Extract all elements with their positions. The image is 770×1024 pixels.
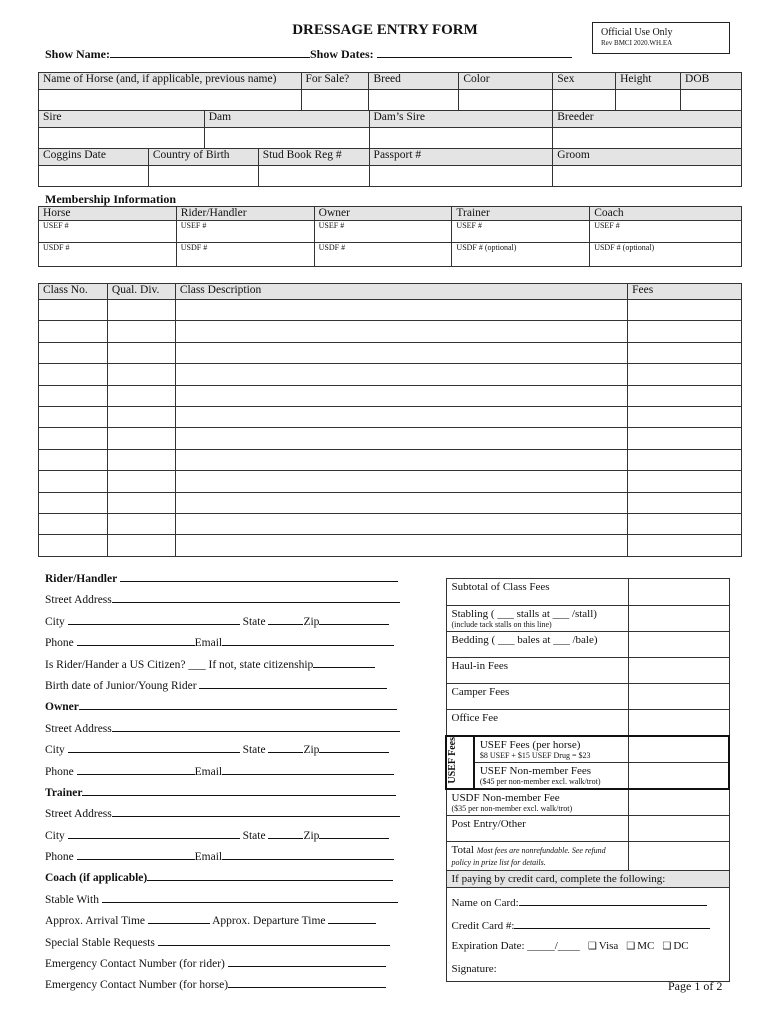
height-header: Height xyxy=(616,73,681,90)
coach-label: Coach (if applicable) xyxy=(45,872,148,885)
class-no-field[interactable] xyxy=(39,321,108,342)
usdf-rider-field[interactable]: USDF # xyxy=(176,243,314,267)
visa-checkbox[interactable]: ❑ xyxy=(587,940,597,952)
email-label: Email xyxy=(194,637,223,650)
qual-div-field[interactable] xyxy=(107,342,175,363)
sex-field[interactable] xyxy=(553,90,616,111)
class-description-field[interactable] xyxy=(175,342,627,363)
class-description-field[interactable] xyxy=(175,321,627,342)
form-title: DRESSAGE ENTRY FORM xyxy=(292,22,478,38)
total-note: Most fees are nonrefundable. See refund policy in prize list for details. xyxy=(451,845,606,867)
dc-checkbox[interactable]: ❑ xyxy=(662,940,672,952)
trainer-label: Trainer xyxy=(45,786,83,799)
bedding-field[interactable] xyxy=(629,632,729,658)
stabling-field[interactable] xyxy=(629,606,729,632)
membership-title: Membership Information xyxy=(45,192,176,206)
coach-row[interactable] xyxy=(45,869,407,890)
horse-name-header: Name of Horse (and, if applicable, previous name) xyxy=(39,73,302,90)
class-no-field[interactable] xyxy=(39,471,108,492)
street-address-label: Street Address xyxy=(45,808,112,821)
table-row xyxy=(39,342,742,363)
stable-with-row[interactable] xyxy=(45,891,407,912)
show-dates-field[interactable] xyxy=(377,46,572,58)
qual-div-field[interactable] xyxy=(107,364,175,385)
table-row xyxy=(39,321,742,342)
class-description-field[interactable] xyxy=(175,471,627,492)
usef-per-horse-note: $8 USEF + $15 USEF Drug = $23 xyxy=(479,750,591,760)
studbook-field[interactable] xyxy=(258,166,369,187)
class-table xyxy=(38,283,742,557)
birthdate-row[interactable] xyxy=(45,677,407,698)
horse-name-field[interactable] xyxy=(39,90,302,111)
emergency-rider-row[interactable] xyxy=(45,955,407,976)
class-description-field[interactable] xyxy=(175,406,627,427)
class-no-field[interactable] xyxy=(39,300,108,321)
breeder-header: Breeder xyxy=(553,111,742,128)
phone-label: Phone xyxy=(45,637,74,650)
for-sale-field[interactable] xyxy=(301,90,369,111)
qual-div-field[interactable] xyxy=(107,449,175,470)
coggins-field[interactable] xyxy=(39,166,149,187)
usef-per-horse-cell xyxy=(474,736,629,763)
usef-fees-vertical-label: USEF Fees xyxy=(447,736,458,784)
horse-info-table xyxy=(38,72,742,111)
class-description-field[interactable] xyxy=(175,364,627,385)
sire-header: Sire xyxy=(39,111,205,128)
citizen-row[interactable] xyxy=(45,656,407,677)
departure-label: Approx. Departure Time xyxy=(212,915,326,928)
class-fee-field[interactable] xyxy=(628,449,742,470)
total-field[interactable] xyxy=(629,841,729,870)
qual-div-field[interactable] xyxy=(107,428,175,449)
membership-trainer-header: Trainer xyxy=(452,207,590,221)
emergency-horse-row[interactable] xyxy=(45,976,407,997)
usef-per-horse-field[interactable] xyxy=(629,736,729,763)
total-cell xyxy=(446,841,629,870)
membership-table xyxy=(38,206,742,267)
show-name-row xyxy=(45,46,572,62)
class-description-header: Class Description xyxy=(175,284,627,300)
height-field[interactable] xyxy=(616,90,681,111)
class-fee-field[interactable] xyxy=(628,364,742,385)
usdf-trainer-field[interactable]: USDF # (optional) xyxy=(452,243,590,267)
breeder-field[interactable] xyxy=(553,128,742,149)
subtotal-label: Subtotal of Class Fees xyxy=(446,579,629,606)
usdf-nonmember-cell xyxy=(446,789,629,816)
show-name-field[interactable] xyxy=(110,46,310,58)
arrival-label: Approx. Arrival Time xyxy=(45,915,145,928)
subtotal-field[interactable] xyxy=(629,579,729,606)
official-use-box xyxy=(592,22,730,54)
usef-nonmember-label: USEF Non-member Fees xyxy=(479,764,592,777)
table-row xyxy=(39,406,742,427)
expiration-row xyxy=(452,940,724,963)
membership-owner-header: Owner xyxy=(314,207,452,221)
phone-label: Phone xyxy=(45,851,74,864)
usdf-nonmember-field[interactable] xyxy=(629,789,729,816)
usef-owner-field[interactable]: USEF # xyxy=(314,221,452,243)
stabling-cell xyxy=(446,606,629,632)
usef-nonmember-note: ($45 per non-member excl. walk/trot) xyxy=(479,776,601,786)
for-sale-header: For Sale? xyxy=(301,73,369,90)
class-description-field[interactable] xyxy=(175,513,627,534)
stabling-note: (include tack stalls on this line) xyxy=(451,620,552,629)
mc-checkbox[interactable]: ❑ xyxy=(626,940,636,952)
class-fee-field[interactable] xyxy=(628,385,742,406)
trainer-row[interactable] xyxy=(45,784,407,805)
usef-fees-vertical-cell xyxy=(446,736,474,789)
class-fee-field[interactable] xyxy=(628,492,742,513)
show-dates-label: Show Dates: xyxy=(310,47,374,61)
groom-header: Groom xyxy=(553,149,742,166)
haul-in-field[interactable] xyxy=(629,658,729,684)
breed-field[interactable] xyxy=(369,90,459,111)
owner-city-row[interactable] xyxy=(45,741,407,762)
card-number-row[interactable] xyxy=(452,917,724,940)
zip-label: Zip xyxy=(303,615,320,628)
contact-section xyxy=(45,570,407,998)
usdf-coach-field[interactable]: USDF # (optional) xyxy=(590,243,742,267)
owner-row[interactable] xyxy=(45,698,407,719)
state-label: State xyxy=(242,744,266,757)
qual-div-field[interactable] xyxy=(107,535,175,556)
email-label: Email xyxy=(194,851,223,864)
visa-label: Visa xyxy=(598,939,619,952)
card-name-label: Name on Card: xyxy=(451,896,519,909)
class-no-field[interactable] xyxy=(39,513,108,534)
membership-coach-header: Coach xyxy=(590,207,742,221)
passport-field[interactable] xyxy=(369,166,553,187)
dam-header: Dam xyxy=(204,111,369,128)
qual-div-header: Qual. Div. xyxy=(107,284,175,300)
email-label: Email xyxy=(194,765,223,778)
fees-header: Fees xyxy=(628,284,742,300)
bedding-label: Bedding ( ___ bales at ___ /bale) xyxy=(446,632,629,658)
expiration-label[interactable]: Expiration Date: _____/____ xyxy=(451,939,580,952)
class-no-field[interactable] xyxy=(39,449,108,470)
table-row xyxy=(39,428,742,449)
country-field[interactable] xyxy=(148,166,258,187)
show-name-label: Show Name: xyxy=(45,47,110,61)
class-no-field[interactable] xyxy=(39,492,108,513)
phone-label: Phone xyxy=(45,765,74,778)
dams-sire-field[interactable] xyxy=(369,128,553,149)
class-description-field[interactable] xyxy=(175,449,627,470)
street-address-label: Street Address xyxy=(45,722,112,735)
rider-handler-label: Rider/Handler xyxy=(45,573,118,585)
class-no-field[interactable] xyxy=(39,406,108,427)
dam-field[interactable] xyxy=(204,128,369,149)
owner-street-row[interactable] xyxy=(45,720,407,741)
usef-rider-field[interactable]: USEF # xyxy=(176,221,314,243)
camper-field[interactable] xyxy=(629,684,729,710)
city-label: City xyxy=(45,615,65,628)
state-label: State xyxy=(242,615,266,628)
dob-field[interactable] xyxy=(681,90,742,111)
class-fee-field[interactable] xyxy=(628,300,742,321)
zip-label: Zip xyxy=(303,744,320,757)
emergency-rider-label: Emergency Contact Number (for rider) xyxy=(45,958,225,971)
stable-with-label: Stable With xyxy=(45,893,99,906)
studbook-header: Stud Book Reg # xyxy=(258,149,369,166)
qual-div-field[interactable] xyxy=(107,300,175,321)
class-fee-field[interactable] xyxy=(628,471,742,492)
qual-div-field[interactable] xyxy=(107,385,175,406)
sire-field[interactable] xyxy=(39,128,205,149)
owner-phone-row[interactable] xyxy=(45,763,407,784)
usef-nonmember-field[interactable] xyxy=(629,762,729,789)
usef-nonmember-cell xyxy=(474,762,629,789)
membership-rider-header: Rider/Handler xyxy=(176,207,314,221)
special-requests-label: Special Stable Requests xyxy=(45,936,155,949)
sex-header: Sex xyxy=(553,73,616,90)
class-no-field[interactable] xyxy=(39,535,108,556)
office-label: Office Fee xyxy=(446,710,629,736)
class-fee-field[interactable] xyxy=(628,406,742,427)
table-row xyxy=(39,385,742,406)
usef-per-horse-label: USEF Fees (per horse) xyxy=(479,738,581,751)
class-description-field[interactable] xyxy=(175,428,627,449)
card-name-row[interactable] xyxy=(452,894,724,917)
trainer-city-row[interactable] xyxy=(45,827,407,848)
official-use-label: Official Use Only xyxy=(601,27,673,38)
post-entry-label: Post Entry/Other xyxy=(446,815,629,841)
signature-row[interactable] xyxy=(452,963,724,975)
table-row xyxy=(39,513,742,534)
signature-label: Signature: xyxy=(451,962,497,975)
qual-div-field[interactable] xyxy=(107,492,175,513)
registration-table xyxy=(38,148,742,187)
country-header: Country of Birth xyxy=(148,149,258,166)
zip-label: Zip xyxy=(303,829,320,842)
fees-table xyxy=(445,578,730,982)
table-row xyxy=(39,364,742,385)
breed-header: Breed xyxy=(369,73,459,90)
post-entry-field[interactable] xyxy=(629,815,729,841)
rider-handler-row[interactable] xyxy=(45,570,407,591)
qual-div-field[interactable] xyxy=(107,513,175,534)
class-description-field[interactable] xyxy=(175,300,627,321)
camper-label: Camper Fees xyxy=(446,684,629,710)
dams-sire-header: Dam’s Sire xyxy=(369,111,553,128)
special-requests-row[interactable] xyxy=(45,934,407,955)
owner-label: Owner xyxy=(45,701,79,714)
coggins-header: Coggins Date xyxy=(39,149,149,166)
table-row xyxy=(39,535,742,556)
payment-header: If paying by credit card, complete the following: xyxy=(446,870,729,887)
arrival-row[interactable] xyxy=(45,912,407,933)
rider-street-row[interactable] xyxy=(45,591,407,612)
groom-field[interactable] xyxy=(553,166,742,187)
haul-in-label: Haul-in Fees xyxy=(446,658,629,684)
table-row xyxy=(39,471,742,492)
usdf-horse-field[interactable]: USDF # xyxy=(39,243,177,267)
dob-header: DOB xyxy=(681,73,742,90)
office-field[interactable] xyxy=(629,710,729,736)
color-header: Color xyxy=(459,73,553,90)
class-no-field[interactable] xyxy=(39,364,108,385)
stabling-label: Stabling ( ___ stalls at ___ /stall) xyxy=(451,608,597,620)
class-no-header: Class No. xyxy=(39,284,108,300)
street-address-label: Street Address xyxy=(45,594,112,607)
rider-city-row[interactable] xyxy=(45,613,407,634)
total-label: Total xyxy=(451,843,474,856)
class-fee-field[interactable] xyxy=(628,321,742,342)
city-label: City xyxy=(45,744,65,757)
usdf-nonmember-label: USDF Non-member Fee xyxy=(451,791,560,804)
city-label: City xyxy=(45,829,65,842)
usef-trainer-field[interactable]: USEF # xyxy=(452,221,590,243)
dc-label: DC xyxy=(673,939,689,952)
class-description-field[interactable] xyxy=(175,535,627,556)
class-no-field[interactable] xyxy=(39,342,108,363)
card-number-label: Credit Card #: xyxy=(451,919,515,932)
class-fee-field[interactable] xyxy=(628,342,742,363)
class-fee-field[interactable] xyxy=(628,535,742,556)
payment-cell xyxy=(446,887,729,981)
table-row xyxy=(39,300,742,321)
qual-div-field[interactable] xyxy=(107,471,175,492)
usef-horse-field[interactable]: USEF # xyxy=(39,221,177,243)
emergency-horse-label: Emergency Contact Number (for horse) xyxy=(45,979,229,992)
trainer-phone-row[interactable] xyxy=(45,848,407,869)
page-number: Page 1 of 2 xyxy=(668,979,723,993)
trainer-street-row[interactable] xyxy=(45,805,407,826)
pedigree-table xyxy=(38,110,742,149)
table-row xyxy=(39,449,742,470)
class-no-field[interactable] xyxy=(39,385,108,406)
qual-div-field[interactable] xyxy=(107,406,175,427)
rider-phone-row[interactable] xyxy=(45,634,407,655)
usdf-owner-field[interactable]: USDF # xyxy=(314,243,452,267)
usef-coach-field[interactable]: USEF # xyxy=(590,221,742,243)
class-description-field[interactable] xyxy=(175,492,627,513)
citizen-label: Is Rider/Hander a US Citizen? ___ If not, state citizenship xyxy=(45,658,314,671)
usdf-nonmember-note: ($35 per non-member excl. walk/trot) xyxy=(451,803,573,813)
membership-horse-header: Horse xyxy=(39,207,177,221)
class-fee-field[interactable] xyxy=(628,513,742,534)
birthdate-label: Birth date of Junior/Young Rider xyxy=(45,679,197,692)
table-row xyxy=(39,492,742,513)
class-fee-field[interactable] xyxy=(628,428,742,449)
revision-label: Rev BMCI 2020.WH.EA xyxy=(601,39,673,47)
passport-header: Passport # xyxy=(369,149,553,166)
mc-label: MC xyxy=(637,939,655,952)
class-description-field[interactable] xyxy=(175,385,627,406)
state-label: State xyxy=(242,829,266,842)
class-no-field[interactable] xyxy=(39,428,108,449)
qual-div-field[interactable] xyxy=(107,321,175,342)
color-field[interactable] xyxy=(459,90,553,111)
